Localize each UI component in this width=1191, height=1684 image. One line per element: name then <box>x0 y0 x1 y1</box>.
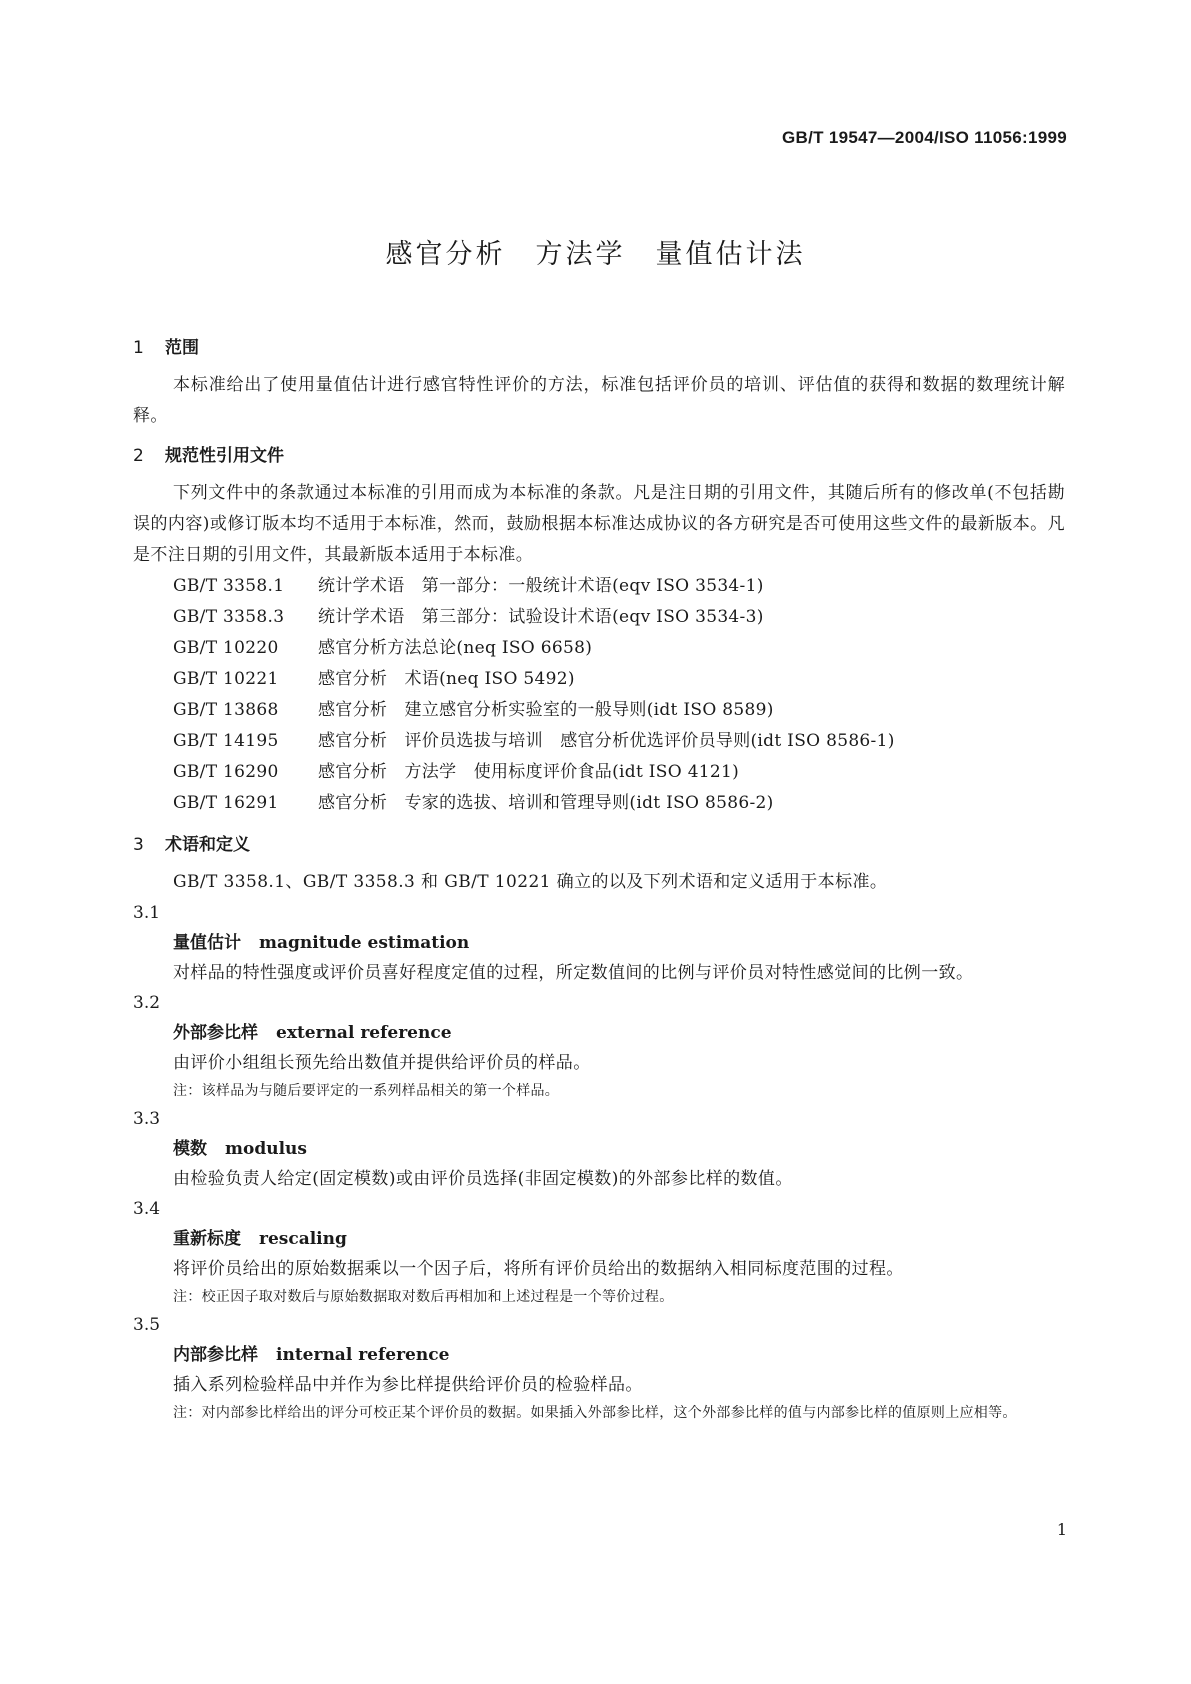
reference-code: GB/T 3358.1 <box>173 576 285 596</box>
section-heading <box>133 833 1065 857</box>
reference-text: 感官分析 术语(neq ISO 5492) <box>318 669 575 689</box>
section-title: 规范性引用文件 <box>165 446 284 466</box>
term-number: 3.5 <box>133 1315 161 1335</box>
reference-list <box>133 571 1065 819</box>
reference-item <box>133 695 1065 726</box>
term-zh: 外部参比样 <box>173 1023 258 1043</box>
term-en: external reference <box>276 1023 452 1043</box>
page-number: 1 <box>1056 1520 1067 1539</box>
term-note: 注：校正因子取对数后与原始数据取对数后再相加和上述过程是一个等价过程。 <box>173 1289 674 1305</box>
term-definition: 插入系列检验样品中并作为参比样提供给评价员的检验样品。 <box>173 1375 643 1395</box>
term-number: 3.3 <box>133 1109 161 1129</box>
term-heading <box>133 1018 1065 1048</box>
term-heading <box>133 1224 1065 1254</box>
reference-item <box>133 788 1065 819</box>
term-definition: 由评价小组组长预先给出数值并提供给评价员的样品。 <box>173 1053 591 1073</box>
term-heading <box>133 928 1065 958</box>
section-number: 1 <box>133 338 144 358</box>
reference-item <box>133 602 1065 633</box>
reference-code: GB/T 3358.3 <box>173 607 285 627</box>
term-heading <box>133 1340 1065 1370</box>
reference-text: 统计学术语 第三部分：试验设计术语(eqv ISO 3534-3) <box>318 607 764 627</box>
reference-text: 感官分析方法总论(neq ISO 6658) <box>318 638 593 658</box>
paragraph: 下列文件中的条款通过本标准的引用而成为本标准的条款。凡是注日期的引用文件，其随后所有的修改单(不包括勘误的内容)或修订版本均不适用于本标准，然而，鼓励根据本标准达成协议的各方研究是否可使用这些文件的最新版本。凡是不注日期的引用文件，其最新版本适用于本标准。 <box>133 483 1065 565</box>
section-number: 2 <box>133 446 144 466</box>
reference-text: 统计学术语 第一部分：一般统计术语(eqv ISO 3534-1) <box>318 576 764 596</box>
term-number: 3.1 <box>133 903 161 923</box>
reference-code: GB/T 14195 <box>173 731 279 751</box>
reference-item <box>133 726 1065 757</box>
document-title: 感官分析 方法学 量值估计法 <box>385 239 806 270</box>
paragraph: 本标准给出了使用量值估计进行感官特性评价的方法，标准包括评价员的培训、评估值的获得和数据的数理统计解释。 <box>133 375 1065 426</box>
term-zh: 模数 <box>173 1139 207 1159</box>
term-definition: 将评价员给出的原始数据乘以一个因子后，将所有评价员给出的数据纳入相同标度范围的过程。 <box>173 1259 904 1279</box>
term-definition: 对样品的特性强度或评价员喜好程度定值的过程，所定数值间的比例与评价员对特性感觉间的比例一致。 <box>173 963 974 983</box>
reference-text: 感官分析 专家的选拔、培训和管理导则(idt ISO 8586-2) <box>318 793 774 813</box>
reference-code: GB/T 13868 <box>173 700 279 720</box>
term-note: 注：对内部参比样给出的评分可校正某个评价员的数据。如果插入外部参比样，这个外部参比样的值与内部参比样的值原则上应相等。 <box>173 1405 1017 1421</box>
term-note: 注：该样品为与随后要评定的一系列样品相关的第一个样品。 <box>173 1083 560 1099</box>
paragraph: GB/T 3358.1、GB/T 3358.3 和 GB/T 10221 确立的以及下列术语和定义适用于本标准。 <box>173 872 888 892</box>
section-heading <box>133 444 1065 468</box>
section-number: 3 <box>133 835 144 855</box>
term-en: magnitude estimation <box>259 933 470 953</box>
term-definition: 由检验负责人给定(固定模数)或由评价员选择(非固定模数)的外部参比样的数值。 <box>173 1169 793 1189</box>
reference-text: 感官分析 方法学 使用标度评价食品(idt ISO 4121) <box>318 762 740 782</box>
reference-item <box>133 664 1065 695</box>
term-zh: 量值估计 <box>173 933 241 953</box>
reference-item <box>133 757 1065 788</box>
term-number: 3.4 <box>133 1199 161 1219</box>
reference-item <box>133 571 1065 602</box>
reference-code: GB/T 16291 <box>173 793 279 813</box>
reference-code: GB/T 10220 <box>173 638 279 658</box>
term-en: modulus <box>225 1139 307 1159</box>
term-heading <box>133 1134 1065 1164</box>
section-title: 范围 <box>165 338 199 358</box>
term-number: 3.2 <box>133 993 161 1013</box>
reference-text: 感官分析 建立感官分析实验室的一般导则(idt ISO 8589) <box>318 700 774 720</box>
reference-item <box>133 633 1065 664</box>
reference-code: GB/T 16290 <box>173 762 279 782</box>
document-body <box>133 336 1065 1426</box>
standard-code: GB/T 19547—2004/ISO 11056:1999 <box>782 128 1067 147</box>
term-en: rescaling <box>259 1229 347 1249</box>
reference-code: GB/T 10221 <box>173 669 279 689</box>
term-zh: 内部参比样 <box>173 1345 258 1365</box>
term-en: internal reference <box>276 1345 450 1365</box>
section-heading <box>133 336 1065 360</box>
term-zh: 重新标度 <box>173 1229 241 1249</box>
section-title: 术语和定义 <box>165 835 250 855</box>
reference-text: 感官分析 评价员选拔与培训 感官分析优选评价员导则(idt ISO 8586-1) <box>318 731 895 751</box>
